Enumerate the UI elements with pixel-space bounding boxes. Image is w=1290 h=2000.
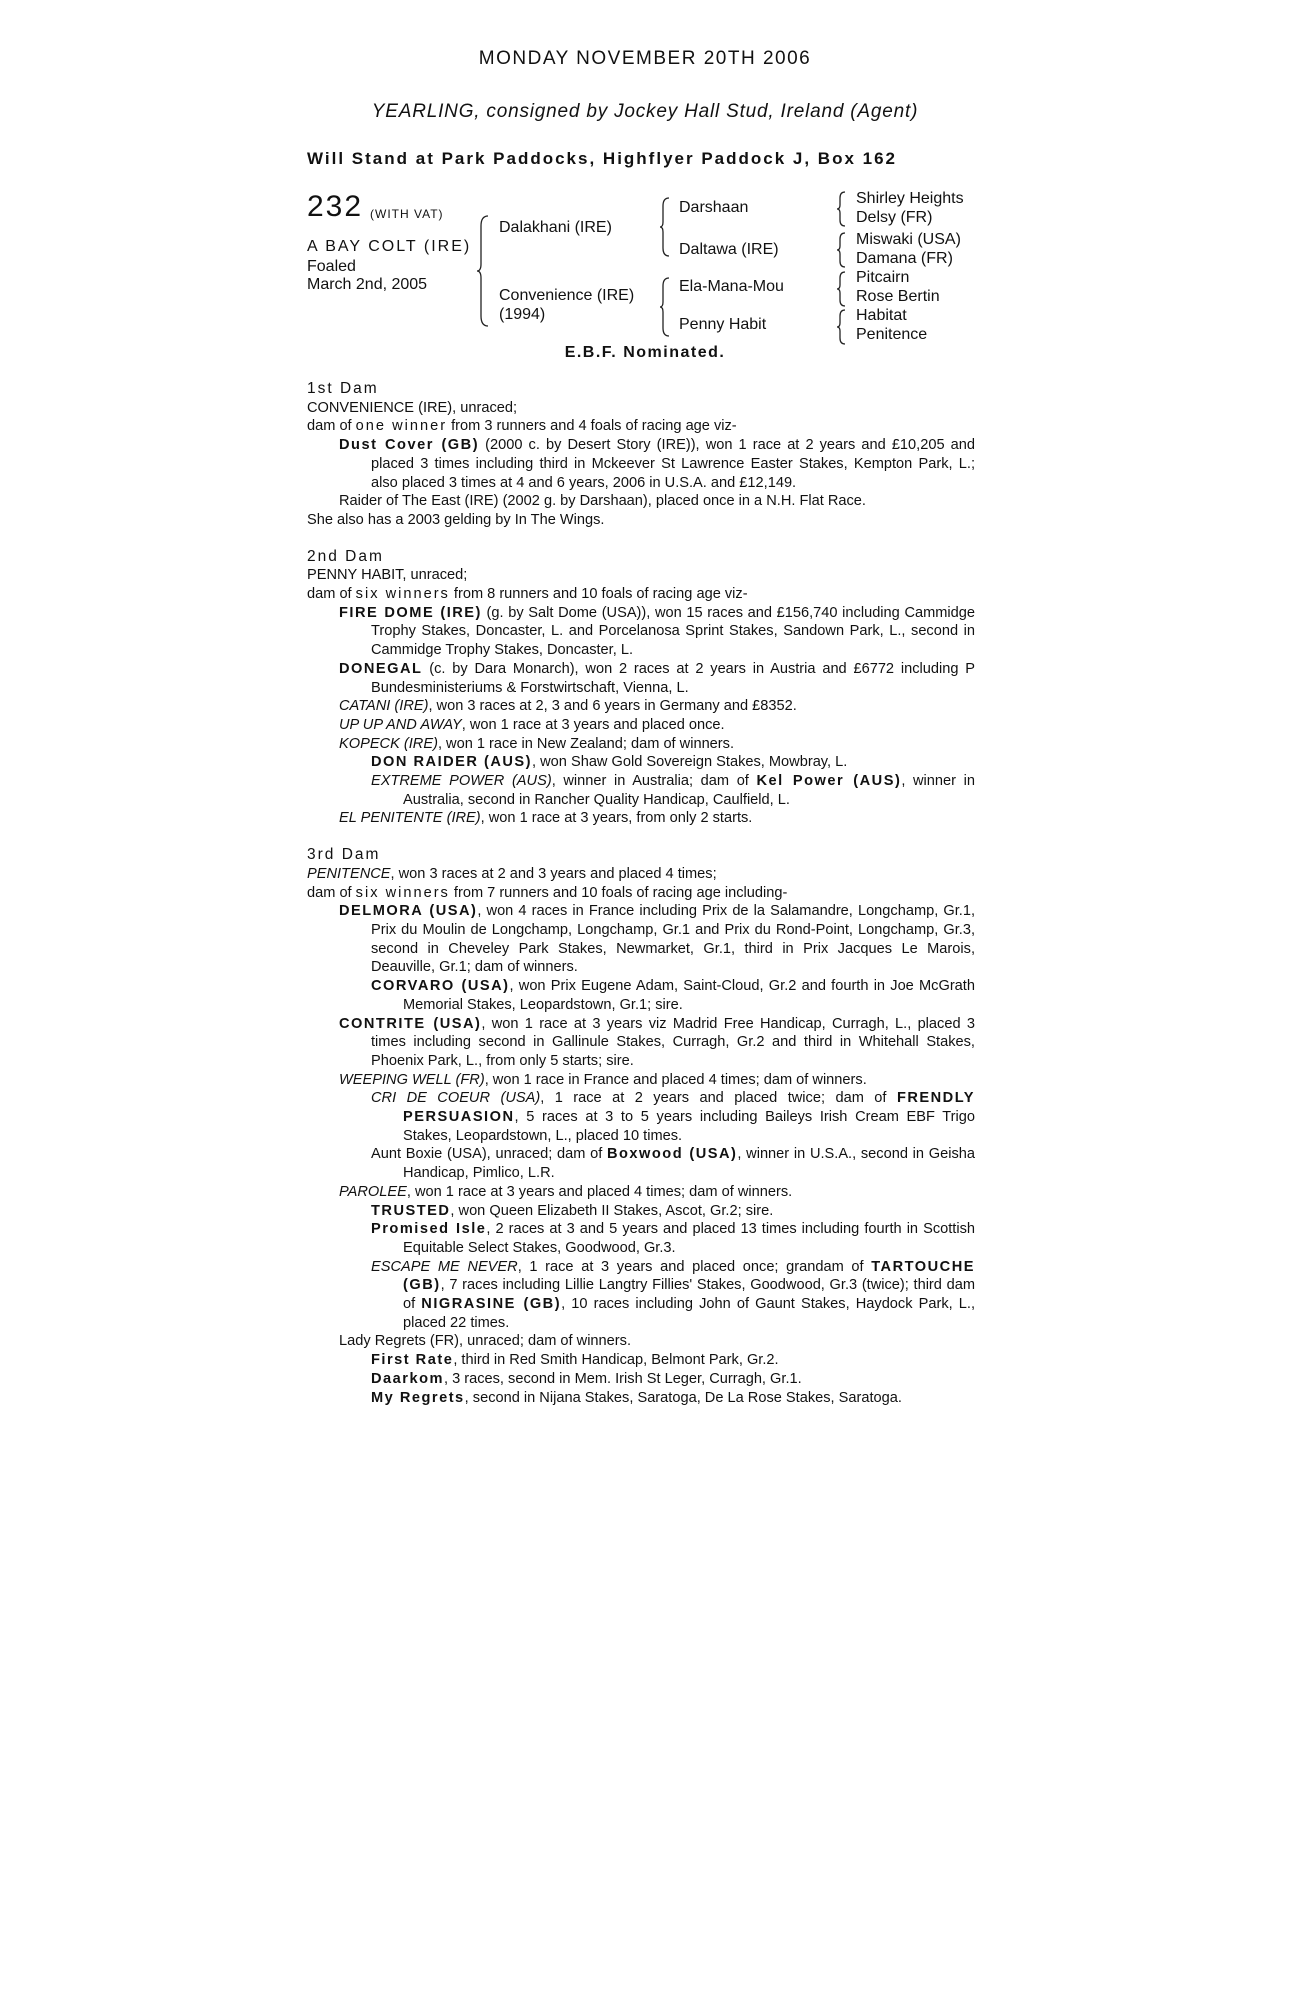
- pedigree-sire: Dalakhani (IRE): [499, 219, 612, 236]
- consignor-line: YEARLING, consigned by Jockey Hall Stud, Ireland (Agent): [371, 101, 919, 122]
- produce-entry: Promised Isle, 2 races at 3 and 5 years and placed 13 times including fourth in Scottish Equitable Select Stakes, Goodwood, Gr.3.: [371, 1221, 976, 1256]
- pedigree-ds: Ela-Mana-Mou: [679, 278, 784, 295]
- second-dam-summary: dam of six winners from 8 runners and 10 foals of racing age viz-: [307, 586, 748, 603]
- produce-entry: Aunt Boxie (USA), unraced; dam of Boxwood (USA), winner in U.S.A., second in Geisha Handicap, Pimlico, L.R.: [371, 1146, 975, 1182]
- produce-entry: CONTRITE (USA), won 1 race at 3 years viz Madrid Free Handicap, Curragh, L., placed 3 times including second in Gallinule Stakes, Curragh, Gr.2 and third in Whitehall Stakes, Phoenix Park, L., from only 5 starts; sire.: [339, 1015, 975, 1069]
- pedigree-dss: Pitcairn: [856, 269, 910, 286]
- pedigree-dd: Penny Habit: [679, 316, 767, 333]
- pedigree-brace-sd: [836, 231, 846, 269]
- lot-description: A BAY COLT (IRE): [307, 238, 472, 255]
- pedigree-sds: Miswaki (USA): [856, 231, 961, 248]
- produce-entry: Lady Regrets (FR), unraced; dam of winners.: [339, 1333, 631, 1350]
- produce-entry: TRUSTED, won Queen Elizabeth II Stakes, Ascot, Gr.2; sire.: [371, 1202, 774, 1219]
- produce-entry: My Regrets, second in Nijana Stakes, Saratoga, De La Rose Stakes, Saratoga.: [371, 1389, 902, 1406]
- produce-entry: DON RAIDER (AUS), won Shaw Gold Sovereign Stakes, Mowbray, L.: [371, 754, 848, 771]
- produce-entry: Raider of The East (IRE) (2002 g. by Darshaan), placed once in a N.H. Flat Race.: [339, 493, 866, 510]
- second-dam-heading: 2nd Dam: [307, 547, 384, 565]
- foaled-date: March 2nd, 2005: [307, 276, 428, 293]
- produce-entry: First Rate, third in Red Smith Handicap, Belmont Park, Gr.2.: [371, 1352, 779, 1369]
- first-dam-summary: dam of one winner from 3 runners and 4 foals of racing age viz-: [307, 418, 737, 435]
- produce-entry: DELMORA (USA), won 4 races in France including Prix de la Salamandre, Longchamp, Gr.1, Prix du Moulin de Longchamp, Longchamp, Gr.1 and Prix du Rond-Point, Longchamp, Gr.3, second in Cheveley Park Stakes, Newmarket, Gr.1, third in Prix Jacques Le Marois, Deauville, Gr.1; dam of winners.: [339, 903, 976, 976]
- pedigree-dds: Habitat: [856, 307, 907, 324]
- first-dam-line: CONVENIENCE (IRE), unraced;: [307, 399, 518, 416]
- pedigree-sss: Shirley Heights: [856, 190, 964, 207]
- produce-entry: CRI DE COEUR (USA), 1 race at 2 years and placed twice; dam of FRENDLY PERSUASION, 5 races at 3 to 5 years including Baileys Irish Cream EBF Trigo Stakes, Leopardstown, L., placed 10 times.: [371, 1090, 976, 1144]
- pedigree-sd: Daltawa (IRE): [679, 241, 779, 258]
- pedigree-ss: Darshaan: [679, 199, 749, 216]
- pedigree-dam-year: (1994): [499, 306, 546, 323]
- sale-date-header: MONDAY NOVEMBER 20TH 2006: [478, 48, 812, 69]
- pedigree-ssd: Delsy (FR): [856, 209, 933, 226]
- produce-entry: UP UP AND AWAY, won 1 race at 3 years and placed once.: [339, 716, 725, 733]
- lot-number: 232: [307, 190, 364, 223]
- pedigree-brace-ss: [836, 190, 846, 228]
- foaled-label: Foaled: [307, 258, 356, 275]
- third-dam-summary: dam of six winners from 7 runners and 10 foals of racing age including-: [307, 884, 788, 901]
- produce-record: [307, 380, 975, 1407]
- third-dam-heading: 3rd Dam: [307, 846, 381, 864]
- produce-entry: WEEPING WELL (FR), won 1 race in France and placed 4 times; dam of winners.: [339, 1071, 867, 1088]
- pedigree-ddd: Penitence: [856, 326, 928, 343]
- produce-entry: CATANI (IRE), won 3 races at 2, 3 and 6 years in Germany and £8352.: [339, 698, 797, 715]
- pedigree-brace-main: [476, 214, 490, 328]
- first-dam-heading: 1st Dam: [307, 380, 379, 397]
- produce-entry: FIRE DOME (IRE) (g. by Salt Dome (USA)), won 15 races and £156,740 including Cammidge Trophy Stakes, Doncaster, L. and Porcelanosa Sprint Stakes, Sandown Park, L., second in Cammidge Trophy Stakes, Doncaster, L.: [339, 604, 975, 659]
- produce-entry: EL PENITENTE (IRE), won 1 race at 3 years, from only 2 starts.: [339, 810, 753, 827]
- vat-note: (WITH VAT): [370, 207, 444, 221]
- pedigree-sdd: Damana (FR): [856, 250, 953, 267]
- pedigree-brace-sire: [659, 196, 671, 258]
- pedigree-brace-dd: [836, 308, 846, 346]
- produce-entry: KOPECK (IRE), won 1 race in New Zealand; dam of winners.: [339, 735, 735, 752]
- produce-entry: DONEGAL (c. by Dara Monarch), won 2 races at 2 years in Austria and £6772 including P Bundesministeriums & Forstwirtschaft, Vienna, L.: [339, 660, 975, 696]
- second-dam-line: PENNY HABIT, unraced;: [307, 567, 468, 584]
- produce-entry: PAROLEE, won 1 race at 3 years and placed 4 times; dam of winners.: [339, 1183, 793, 1200]
- pedigree-dsd: Rose Bertin: [856, 288, 940, 305]
- third-dam-line: PENITENCE, won 3 races at 2 and 3 years and placed 4 times;: [307, 865, 717, 882]
- ebf-nomination: E.B.F. Nominated.: [564, 344, 726, 361]
- produce-entry: CORVARO (USA), won Prix Eugene Adam, Saint-Cloud, Gr.2 and fourth in Joe McGrath Memorial Stakes, Leopardstown, Gr.1; sire.: [371, 978, 975, 1013]
- stand-location: Will Stand at Park Paddocks, Highflyer Paddock J, Box 162: [307, 149, 897, 168]
- produce-entry: Dust Cover (GB) (2000 c. by Desert Story (IRE)), won 1 race at 2 years and £10,205 and placed 3 times including third in Mckeever St Lawrence Easter Stakes, Kempton Park, L.; also placed 3 times at 4 and 6 years, 2006 in U.S.A. and £12,149.: [339, 437, 975, 491]
- first-dam-footnote: She also has a 2003 gelding by In The Wings.: [307, 511, 605, 528]
- pedigree-brace-dam: [659, 276, 671, 338]
- produce-entry: EXTREME POWER (AUS), winner in Australia; dam of Kel Power (AUS), winner in Australia, second in Rancher Quality Handicap, Caulfield, L.: [371, 773, 975, 808]
- produce-entry: ESCAPE ME NEVER, 1 race at 3 years and placed once; grandam of TARTOUCHE (GB), 7 races including Lillie Langtry Fillies' Stakes, Goodwood, Gr.3 (twice); third dam of NIGRASINE (GB), 10 races including John of Gaunt Stakes, Haydock Park, L., placed 22 times.: [371, 1258, 976, 1331]
- pedigree-dam: Convenience (IRE): [499, 287, 635, 304]
- produce-entry: Daarkom, 3 races, second in Mem. Irish St Leger, Curragh, Gr.1.: [371, 1370, 802, 1387]
- pedigree-brace-ds: [836, 270, 846, 308]
